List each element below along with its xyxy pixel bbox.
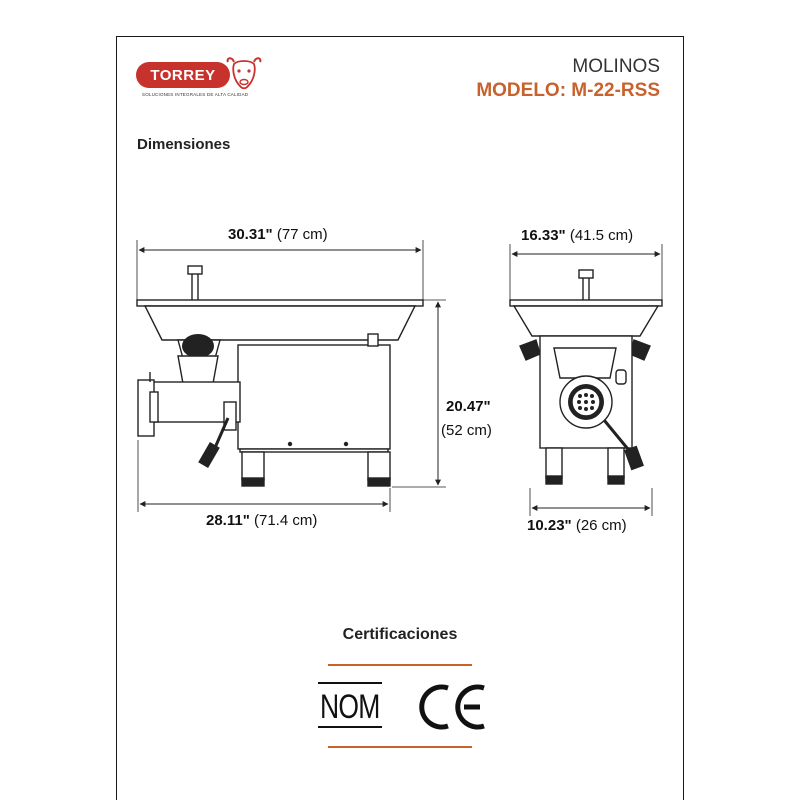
- height-cm-label: (52 cm): [441, 422, 492, 439]
- product-title: MOLINOS: [572, 56, 660, 77]
- brand-tagline: SOLUCIONES INTEGRALES DE ALTA CALIDAD: [142, 92, 249, 97]
- side-width-bottom-label: 28.11" (71.4 cm): [206, 512, 318, 529]
- section-certifications-heading: Certificaciones: [342, 626, 458, 643]
- nom-text: NOM: [320, 688, 380, 726]
- height-in-label: 20.47": [446, 398, 491, 415]
- brand-name: TORREY: [150, 66, 216, 84]
- front-width-bottom-label: 10.23" (26 cm): [527, 517, 627, 534]
- front-width-top-label: 16.33" (41.5 cm): [521, 227, 634, 244]
- section-dimensions-heading: Dimensiones: [137, 136, 231, 153]
- svg-text:CE: CE: [418, 682, 420, 683]
- product-model: MODELO: M-22-RSS: [476, 80, 660, 101]
- cert-divider-bottom: [328, 746, 472, 748]
- nom-top-bar: [318, 682, 382, 684]
- nom-bottom-bar: [318, 726, 382, 728]
- front-view-drawing: [510, 244, 662, 516]
- cert-divider-top: [328, 664, 472, 666]
- nom-certification-mark: [318, 682, 382, 730]
- side-view-drawing: [137, 240, 446, 512]
- side-width-top-label: 30.31" (77 cm): [228, 226, 328, 243]
- ce-certification-mark: [418, 682, 490, 732]
